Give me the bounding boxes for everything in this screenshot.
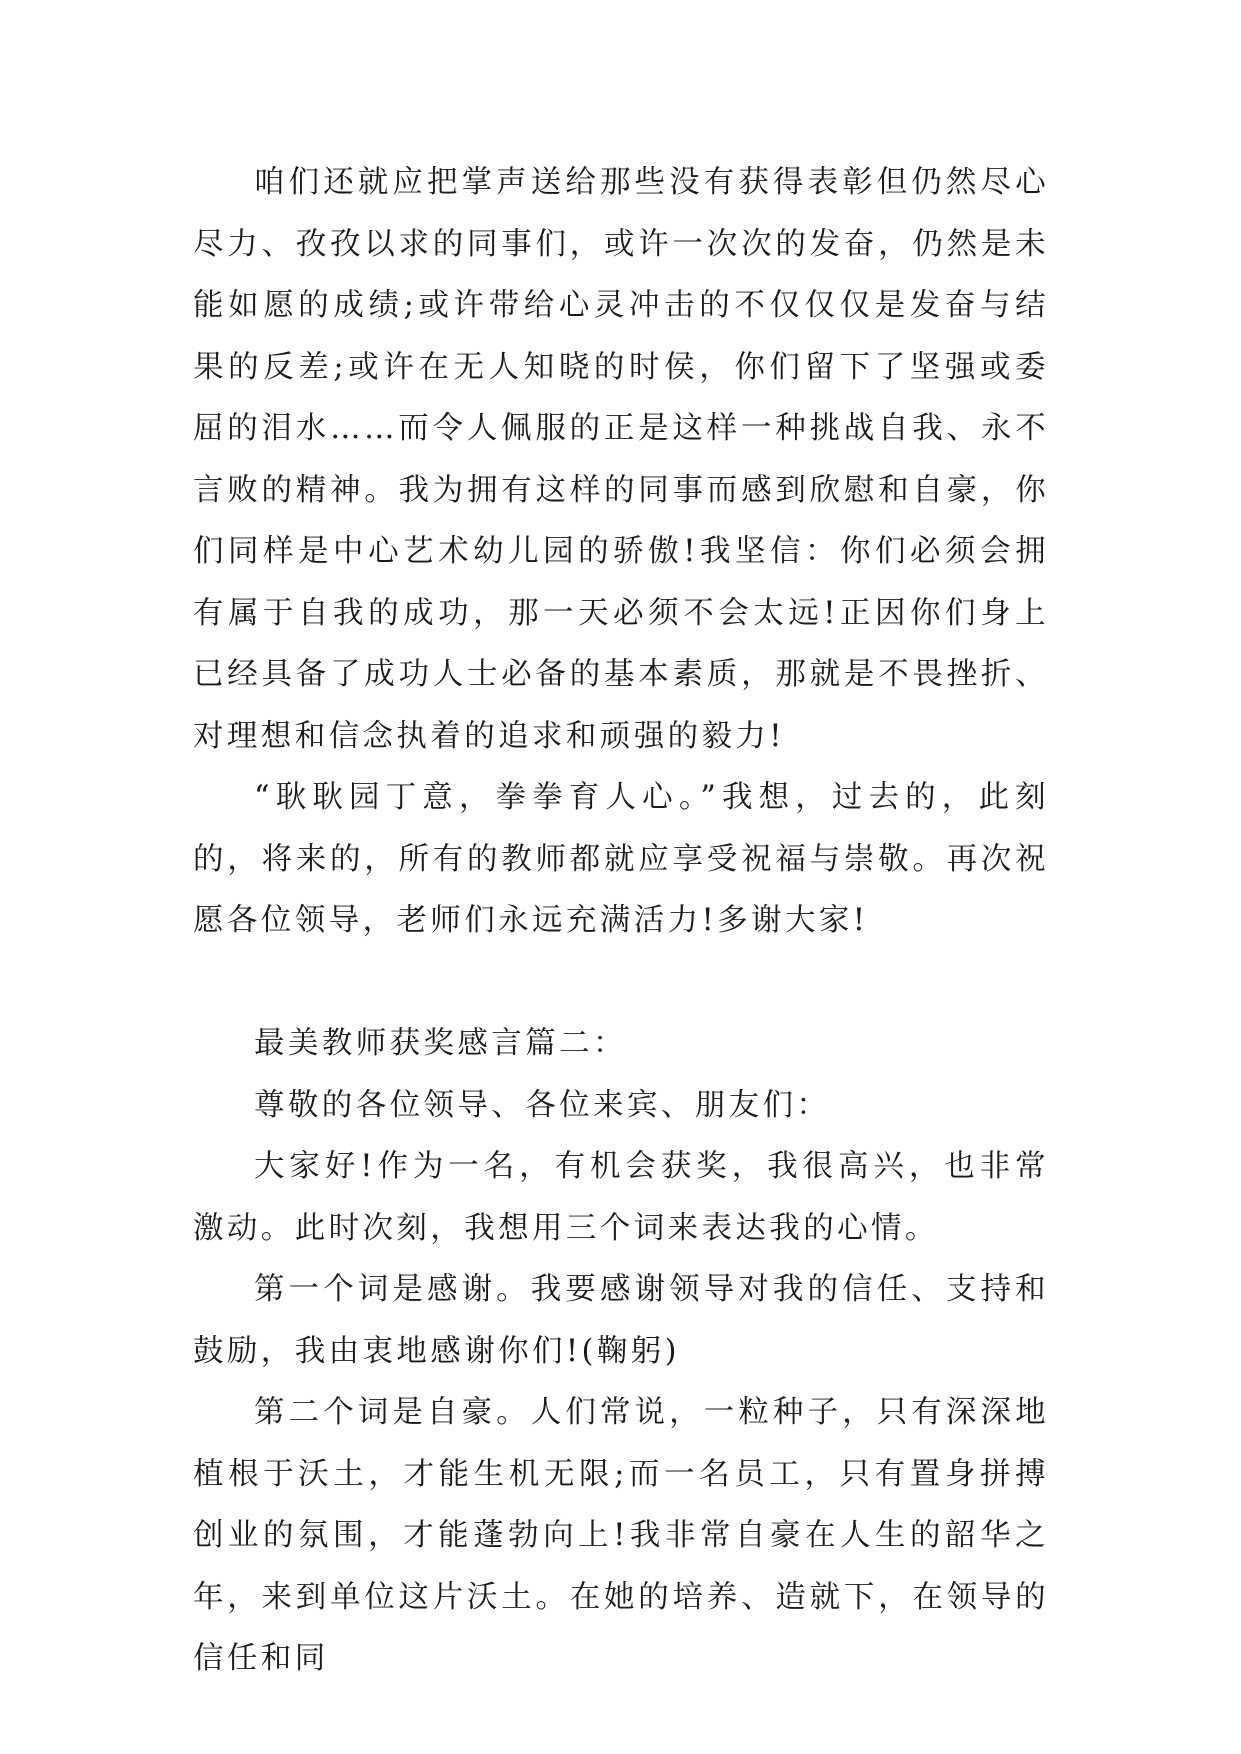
document-page	[193, 152, 1049, 1690]
greeting-paragraph: 尊敬的各位领导、各位来宾、朋友们：	[254, 1087, 831, 1123]
paragraph-2: “耿耿园丁意，拳拳育人心。”我想，过去的，此刻的，将来的，所有的教师都就应享受祝福与崇敬。再次祝愿各位领导，老师们永远充满活力!多谢大家!	[193, 780, 1049, 938]
paragraph-5: 第二个词是自豪。人们常说，一粒种子，只有深深地植根于沃土，才能生机无限;而一名员工，只有置身拼搏创业的氛围，才能蓬勃向上!我非常自豪在人生的韶华之年，来到单位这片沃土。在她的培养、造就下，在领导的信任和同	[193, 1395, 1049, 1676]
paragraph-4: 第一个词是感谢。我要感谢领导对我的信任、支持和鼓励，我由衷地感谢你们!(鞠躬)	[193, 1272, 1049, 1369]
section-title: 最美教师获奖感言篇二：	[254, 1026, 627, 1061]
blank-line	[193, 952, 1049, 1014]
paragraph-1: 咱们还就应把掌声送给那些没有获得表彰但仍然尽心尽力、孜孜以求的同事们，或许一次次的发奋，仍然是未能如愿的成绩;或许带给心灵冲击的不仅仅仅是发奋与结果的反差;或许在无人知晓的时侯，你们留下了坚强或委屈的泪水……而令人佩服的正是这样一种挑战自我、永不言败的精神。我为拥有这样的同事而感到欣慰和自豪，你们同样是中心艺术幼儿园的骄傲!我坚信：你们必须会拥有属于自我的成功，那一天必须不会太远!正因你们身上已经具备了成功人士必备的基本素质，那就是不畏挫折、对理想和信念执着的追求和顽强的毅力!	[193, 165, 1049, 754]
paragraph-3: 大家好!作为一名，有机会获奖，我很高兴，也非常激动。此时次刻，我想用三个词来表达我的心情。	[193, 1149, 1049, 1246]
